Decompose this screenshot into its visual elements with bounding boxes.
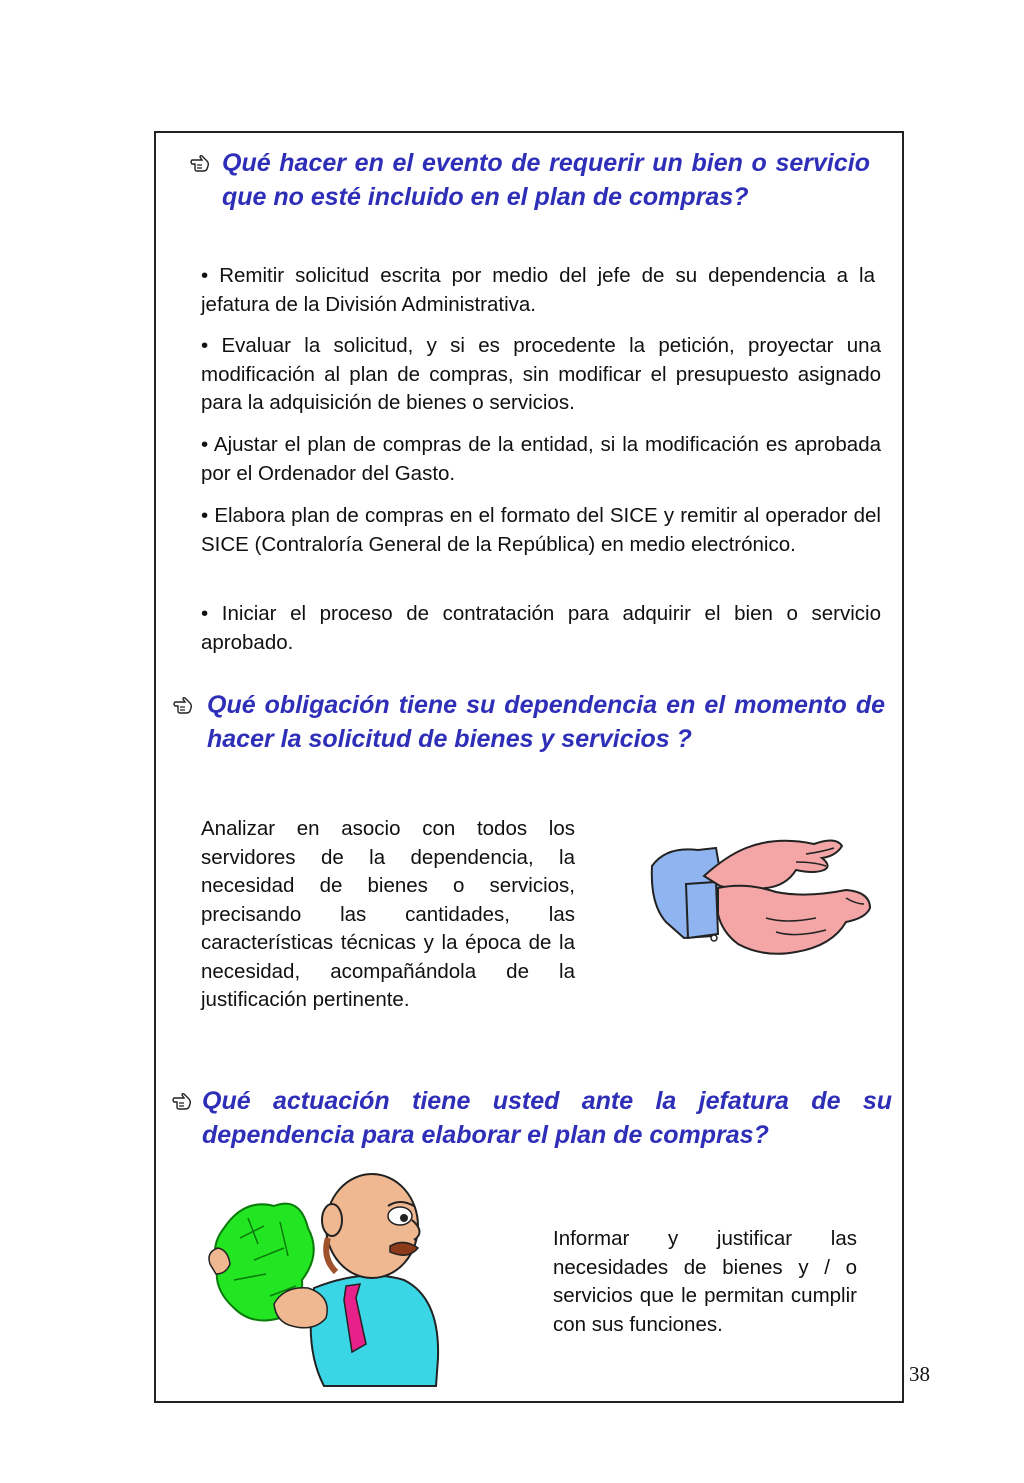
pointing-hand-icon	[190, 152, 212, 174]
question-2	[207, 688, 885, 756]
page-number: 38	[909, 1362, 930, 1386]
question-1	[222, 146, 870, 214]
bullet-2: • Evaluar la solicitud, y si es procedente la petición, proyectar una modificación al plan de compras, sin modificar el presupuesto asignado para la adquisición de bienes o servicios.	[201, 334, 881, 414]
answer-2: Analizar en asocio con todos los servidores de la dependencia, la necesidad de bienes o servicios, precisando las cantidades, las características técnicas y la época de la necesidad, acompañándola de la justificación pertinente.	[201, 817, 575, 1011]
question-2-text: Qué obligación tiene su dependencia en el momento de hacer la solicitud de bienes y servicios ?	[207, 691, 885, 753]
bullet-4: • Elabora plan de compras en el formato del SICE y remitir al operador del SICE (Contraloría General de la República) en medio electrónico.	[201, 504, 881, 556]
man-with-money-illustration	[204, 1168, 484, 1388]
question-1-text: Qué hacer en el evento de requerir un bien o servicio que no esté incluido en el plan de compras?	[222, 149, 870, 211]
open-hands-illustration	[646, 826, 886, 966]
answer-3: Informar y justificar las necesidades de bienes y / o servicios que le permitan cumplir con sus funciones.	[553, 1227, 857, 1336]
bullet-5: • Iniciar el proceso de contratación para adquirir el bien o servicio aprobado.	[201, 602, 881, 654]
bullet-1: • Remitir solicitud escrita por medio del jefe de su dependencia a la jefatura de la División Administrativa.	[201, 264, 875, 316]
question-3-text: Qué actuación tiene usted ante la jefatura de su dependencia para elaborar el plan de compras?	[202, 1087, 892, 1149]
bullet-3: • Ajustar el plan de compras de la entidad, si la modificación es aprobada por el Ordenador del Gasto.	[201, 433, 881, 485]
question-3	[202, 1084, 892, 1152]
pointing-hand-icon	[173, 694, 195, 716]
pointing-hand-icon	[172, 1090, 194, 1112]
